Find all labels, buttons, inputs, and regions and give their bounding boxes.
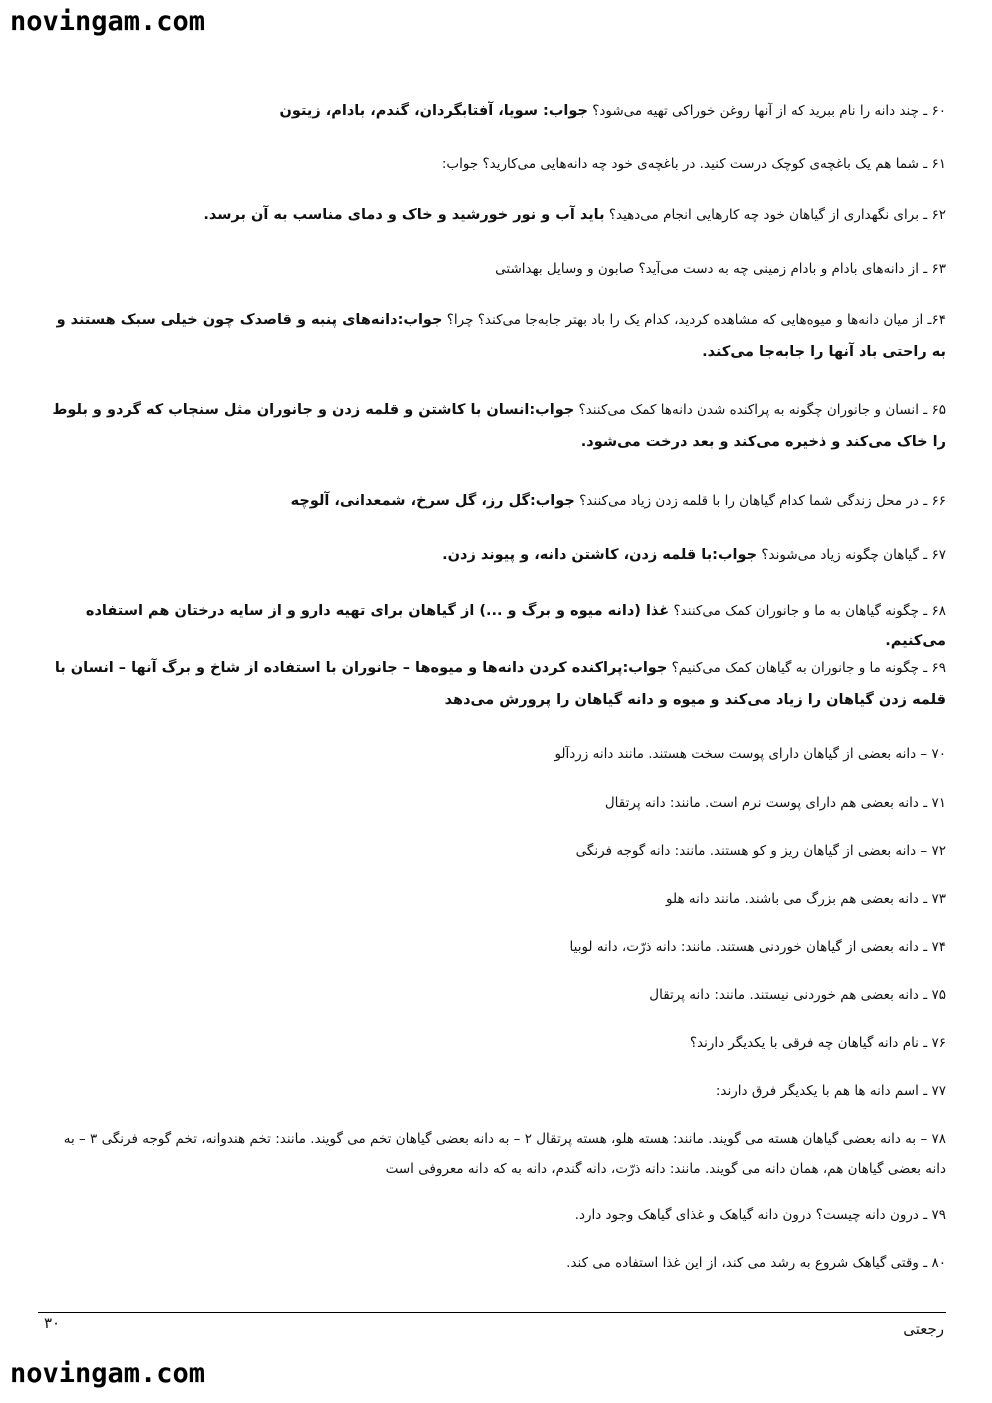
answer-text: جواب:انسان با کاشتن و قلمه زدن و جانوران مثل سنجاب که گردو و بلوط را خاک می‌کند و ذخیره می‌کند و بعد درخت می‌شود. <box>52 402 946 450</box>
qa-item-79 <box>42 1200 946 1230</box>
question-text: ۷۹ ـ درون دانه چیست؟ درون دانه گیاهک و غذای گیاهک وجود دارد. <box>574 1207 946 1223</box>
question-text: ۶۲ ـ برای نگهداری از گیاهان خود چه کارهایی انجام می‌دهید؟ <box>604 207 946 223</box>
question-text: ۶۶ ـ در محل زندگی شما کدام گیاهان را با قلمه زدن زیاد می‌کنند؟ <box>574 493 946 509</box>
answer-text: جواب: سویا، آفتابگردان، گندم، بادام، زیتون <box>279 103 588 119</box>
question-text: ۶۳ ـ از دانه‌های بادام و بادام زمینی چه به دست می‌آید؟ صابون و وسایل بهداشتی <box>495 261 946 277</box>
answer-text: غذا (دانه میوه و برگ و ...) از گیاهان برای تهیه دارو و از سایه درختان هم استفاده می‌کنیم. <box>85 603 946 649</box>
qa-item-61 <box>42 149 946 179</box>
answer-text: جواب:با قلمه زدن، کاشتن دانه، و پیوند زدن. <box>442 547 758 563</box>
question-text: ۷۸ – به دانه بعضی گیاهان هسته می گویند. مانند: هسته هلو، هسته پرتقال ۲ – به دانه بعضی گیاهان تخم می گویند. مانند: تخم هندوانه، تخم گوجه فرنگی ۳ – به دانه بعضی گیاهان هم، همان دانه می گویند. مانند: دانه ذرّت، دانه گندم، دانه به که دانه معروفی است <box>63 1131 946 1177</box>
qa-item-74 <box>42 932 946 962</box>
question-text: ۷۱ ـ دانه بعضی هم دارای پوست نرم است. مانند: دانه پرتقال <box>604 795 946 811</box>
answer-text: جواب:گل رز، گل سرخ، شمعدانی، آلوچه <box>290 493 575 509</box>
question-text: ۷۲ – دانه بعضی از گیاهان ریز و کو هستند. مانند: دانه گوجه فرنگی <box>575 843 946 859</box>
question-text: ۷۷ ـ اسم دانه ها هم با یکدیگر فرق دارند: <box>715 1083 946 1099</box>
qa-item-68 <box>42 596 946 656</box>
qa-item-65 <box>42 394 946 458</box>
question-text: ۸۰ ـ وقتی گیاهک شروع به رشد می کند، از این غذا استفاده می کند. <box>566 1255 946 1271</box>
page-number: ۳۰ <box>44 1314 61 1332</box>
question-text: ۶۰ ـ چند دانه را نام ببرید که از آنها روغن خوراکی تهیه می‌شود؟ <box>587 103 946 119</box>
question-text: ۷۶ ـ نام دانه گیاهان چه فرقی با یکدیگر دارند؟ <box>689 1035 946 1051</box>
question-text: ۶۴ـ از میان دانه‌ها و میوه‌هایی که مشاهده کردید، کدام یک را باد بهتر جابه‌جا می‌کند؟ چرا؟ <box>442 312 946 328</box>
question-text: ۷۰ – دانه بعضی از گیاهان دارای پوست سخت هستند. مانند دانه زردآلو <box>554 746 946 762</box>
question-text: ۷۳ ـ دانه بعضی هم بزرگ می باشند. مانند دانه هلو <box>666 891 946 907</box>
answer-text: جواب:پراکنده کردن دانه‌ها و میوه‌ها – جانوران با استفاده از شاخ و برگ آنها – انسان با قلمه زدن گیاهان را زیاد می‌کند و میوه و دانه گیاهان را پرورش می‌دهد <box>54 660 946 708</box>
watermark-bottom: novingam.com <box>10 1358 206 1389</box>
question-text: ۶۵ ـ انسان و جانوران چگونه به پراکنده شدن دانه‌ها کمک می‌کنند؟ <box>574 402 946 418</box>
qa-item-69 <box>42 652 946 716</box>
qa-item-73 <box>42 884 946 914</box>
question-text: ۶۷ ـ گیاهان چگونه زیاد می‌شوند؟ <box>757 547 946 563</box>
footer-author: رجعتی <box>903 1320 944 1338</box>
answer-text: باید آب و نور خورشید و خاک و دمای مناسب به آن برسد. <box>203 207 605 223</box>
answer-text: جواب:دانه‌های پنبه و قاصدک چون خیلی سبک هستند و به راحتی باد آنها را جابه‌جا می‌کند. <box>56 312 946 360</box>
qa-item-78 <box>42 1124 946 1184</box>
qa-item-72 <box>42 836 946 866</box>
question-text: ۷۴ ـ دانه بعضی از گیاهان خوردنی هستند. مانند: دانه ذرّت، دانه لوبیا <box>569 939 946 955</box>
qa-item-60 <box>42 96 946 126</box>
qa-item-70 <box>42 739 946 769</box>
qa-item-64 <box>42 304 946 368</box>
qa-item-77 <box>42 1076 946 1106</box>
qa-item-80 <box>42 1248 946 1278</box>
qa-item-67 <box>42 540 946 570</box>
question-text: ۶۹ ـ چگونه ما و جانوران به گیاهان کمک می‌کنیم؟ <box>667 660 946 676</box>
question-text: ۷۵ ـ دانه بعضی هم خوردنی نیستند. مانند: دانه پرتقال <box>649 987 946 1003</box>
question-text: ۶۱ ـ شما هم یک باغچه‌ی کوچک درست کنید. در باغچه‌ی خود چه دانه‌هایی می‌کارید؟ جواب: <box>441 156 946 172</box>
qa-item-71 <box>42 788 946 818</box>
qa-item-76 <box>42 1028 946 1058</box>
qa-item-62 <box>42 200 946 230</box>
qa-item-66 <box>42 486 946 516</box>
question-text: ۶۸ ـ چگونه گیاهان به ما و جانوران کمک می‌کنند؟ <box>669 603 946 619</box>
qa-item-75 <box>42 980 946 1010</box>
qa-item-63 <box>42 254 946 284</box>
footer-divider <box>38 1312 946 1313</box>
watermark-top: novingam.com <box>10 6 206 37</box>
